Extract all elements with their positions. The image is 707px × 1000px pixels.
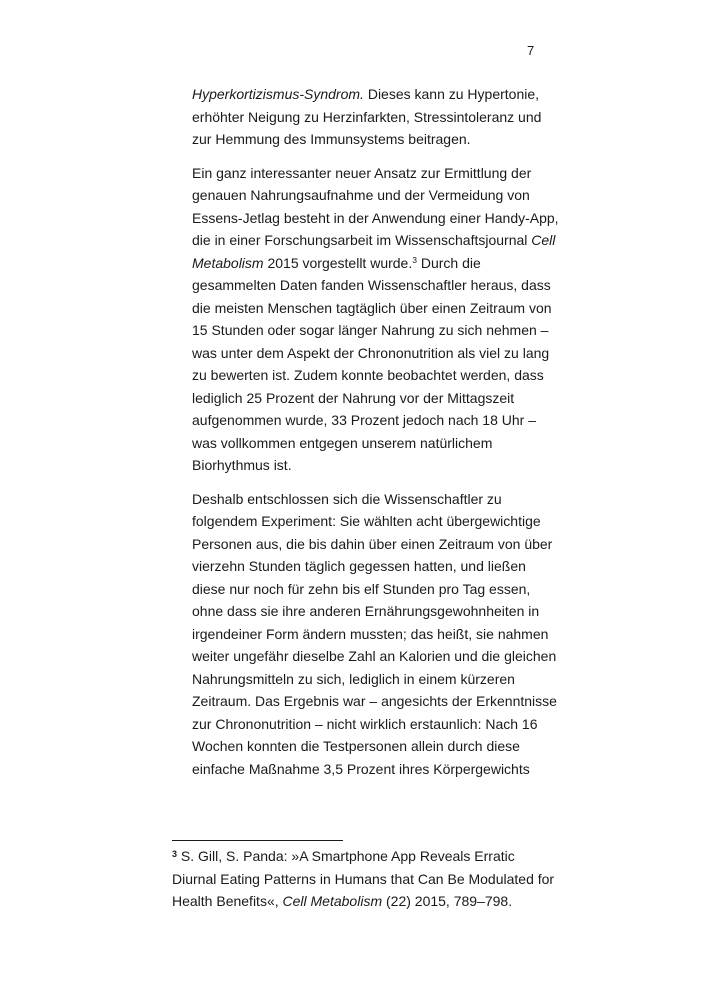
paragraph-3-line-12: Wochen konnten die Testpersonen allein durch diese: [192, 738, 520, 754]
journal-title: Cell: [531, 232, 556, 248]
emphasis-syndrome: Hyperkortizismus-Syndrom.: [192, 86, 364, 102]
text-span: Durch die: [416, 254, 481, 271]
paragraph-3-line-2: folgendem Experiment: Sie wählten acht übergewichtige: [192, 513, 541, 529]
text-span: die in einer Forschungsarbeit im Wissenschaftsjournal: [192, 232, 532, 248]
paragraph-3-line-6: ohne dass sie ihre anderen Ernährungsgewohnheiten in: [192, 603, 540, 619]
text-span: Health Benefits«,: [172, 893, 283, 909]
paragraph-2: [192, 162, 559, 477]
page-number: 7: [527, 43, 535, 58]
body-text: [192, 83, 559, 780]
paragraph-2-line-8: 15 Stunden oder sogar länger Nahrung zu sich nehmen –: [192, 322, 549, 338]
text-span: (22) 2015, 789–798.: [382, 893, 513, 909]
paragraph-3-line-13: einfache Maßnahme 3,5 Prozent ihres Körpergewichts: [192, 760, 530, 777]
paragraph-1-line-2: erhöhter Neigung zu Herzinfarkten, Stressintoleranz und: [192, 108, 542, 125]
paragraph-2-line-3: Essens-Jetlag besteht in der Anwendung einer Handy-App,: [192, 209, 559, 226]
footnote-line-2: Diurnal Eating Patterns in Humans that Can Be Modulated for: [172, 870, 555, 887]
footnote-marker: 3: [172, 849, 178, 859]
journal-title: Cell Metabolism: [282, 893, 383, 909]
paragraph-2-line-5: [192, 252, 542, 275]
paragraph-3: [192, 488, 557, 781]
paragraph-1-line-3: zur Hemmung des Immunsystems beitragen.: [192, 131, 471, 147]
paragraph-3-line-10: Zeitraum. Das Ergebnis war – angesichts der Erkenntnisse: [192, 693, 557, 709]
paragraph-2-line-10: zu bewerten ist. Zudem konnte beobachtet werden, dass: [192, 367, 544, 383]
paragraph-3-line-9: Nahrungsmitteln zu sich, lediglich in einem kürzeren: [192, 670, 515, 687]
paragraph-3-line-7: irgendeiner Form ändern mussten; das heißt, sie nahmen: [192, 625, 549, 642]
paragraph-1: [192, 83, 542, 151]
paragraph-2-line-2: genauen Nahrungsaufnahme und der Vermeidung von: [192, 187, 530, 203]
paragraph-2-line-4: [192, 229, 556, 252]
paragraph-3-line-8: weiter ungefähr dieselbe Zahl an Kalorien und die gleichen: [192, 648, 557, 664]
paragraph-2-line-6: gesammelten Daten fanden Wissenschaftler heraus, dass: [192, 277, 551, 293]
footnote-reference: 3: [412, 254, 417, 265]
text-span: 2015 vorgestellt wurde.: [263, 254, 413, 271]
paragraph-2-line-7: die meisten Menschen tagtäglich über einen Zeitraum von: [192, 299, 552, 316]
paragraph-2-line-14: Biorhythmus ist.: [192, 457, 292, 473]
footnote-line-3: [172, 890, 552, 913]
paragraph-2-line-1: Ein ganz interessanter neuer Ansatz zur Ermittlung der: [192, 164, 532, 181]
paragraph-2-line-13: was vollkommen entgegen unserem natürlichem: [192, 434, 493, 451]
paragraph-2-line-12: aufgenommen wurde, 33 Prozent jedoch nach 18 Uhr –: [192, 412, 536, 428]
paragraph-1-line-1: [192, 83, 542, 106]
journal-title: Metabolism: [192, 254, 264, 271]
paragraph-3-line-5: diese nur noch für zehn bis elf Stunden pro Tag essen,: [192, 580, 531, 597]
paragraph-2-line-9: was unter dem Aspekt der Chrononutrition als viel zu lang: [192, 344, 550, 361]
footnote-divider: [172, 840, 343, 841]
paragraph-3-line-1: Deshalb entschlossen sich die Wissenschaftler zu: [192, 490, 502, 507]
paragraph-3-line-11: zur Chrononutrition – nicht wirklich erstaunlich: Nach 16: [192, 715, 538, 732]
paragraph-3-line-4: vierzehn Stunden täglich gegessen hatten, und ließen: [192, 558, 526, 574]
text-span: Dieses kann zu Hypertonie,: [363, 86, 540, 102]
paragraph-3-line-3: Personen aus, die bis dahin über einen Zeitraum von über: [192, 535, 553, 552]
paragraph-2-line-11: lediglich 25 Prozent der Nahrung vor der Mittagszeit: [192, 389, 515, 406]
text-span: S. Gill, S. Panda: »A Smartphone App Reveals Erratic: [177, 848, 515, 864]
footnote-line-1: [172, 845, 552, 868]
footnote: [172, 845, 555, 913]
